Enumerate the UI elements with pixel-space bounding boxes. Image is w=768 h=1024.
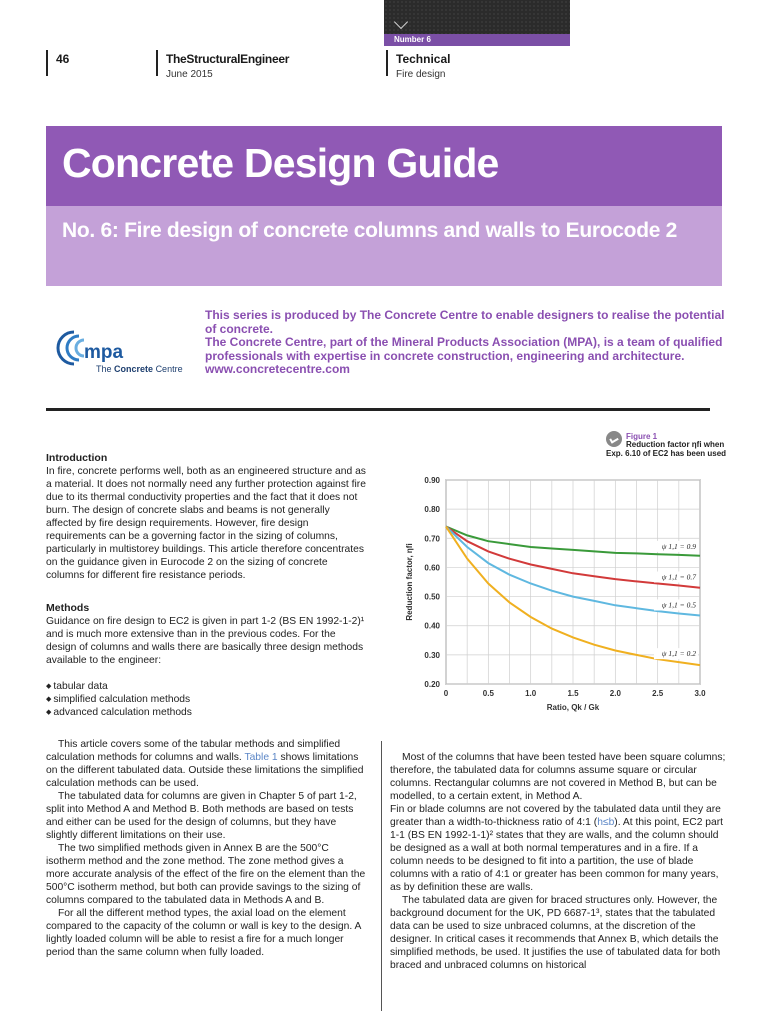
issue-number-strip: Number 6 xyxy=(384,34,570,46)
reduction-factor-chart xyxy=(400,466,720,716)
y-tick-label: 0.70 xyxy=(424,534,440,544)
y-tick-label: 0.80 xyxy=(424,505,440,515)
table-1-link[interactable]: Table 1 xyxy=(244,752,278,763)
body-paragraph: The tabulated data are given for braced structures only. However, the background document for the UK, PD 6687-1³, states that the tabulated data can be used to size unbraced columns, at the discretion of the designer. In critical cases it recommends that Annex B, which details the simplified methods, be used. It justifies the use of tabulated data for both braced and unbraced columns on historical xyxy=(390,895,721,971)
logo-brand: mpa xyxy=(84,342,124,363)
section-divider xyxy=(46,408,710,411)
introduction-heading: Introduction xyxy=(46,452,108,464)
body-paragraph: The two simplified methods given in Annex B are the 500°C isotherm method and the zone method. The zone method gives a more accurate analysis of the effect of the fire on the element than the 500°C isotherm method, but both can provide savings to the sizing of columns compared to the tabulated data in Methods A and B. xyxy=(46,843,366,906)
list-item: ◆ simplified calculation methods xyxy=(46,693,366,706)
series-url-link[interactable]: www.concretecentre.com xyxy=(205,362,350,376)
x-tick-label: 3.0 xyxy=(694,689,706,698)
series-label: ψ 1,1 = 0.2 xyxy=(661,649,696,659)
y-tick-label: 0.30 xyxy=(424,650,440,660)
series-intro xyxy=(205,309,725,377)
x-tick-label: 1.0 xyxy=(525,689,537,698)
magazine-name: TheStructuralEngineer xyxy=(166,52,290,66)
x-tick-label: 0 xyxy=(443,689,449,698)
figure-label: Figure 1 xyxy=(626,432,658,441)
column-divider xyxy=(381,741,382,1011)
series-label: ψ 1,1 = 0.5 xyxy=(661,600,696,610)
subtitle-banner xyxy=(46,206,722,286)
y-tick-label: 0.60 xyxy=(424,563,440,573)
series-intro-p1: This series is produced by The Concrete Centre to enable designers to realise the potential of concrete. xyxy=(205,308,725,336)
x-tick-label: 1.5 xyxy=(567,689,579,698)
series-label: ψ 1,1 = 0.9 xyxy=(661,541,696,551)
series-intro-p2: The Concrete Centre, part of the Mineral Products Association (MPA), is a team of qualified professionals with expertise in concrete construction, engineering and architecture. xyxy=(205,335,723,363)
ratio-link[interactable]: h≤b xyxy=(597,817,615,828)
title-banner xyxy=(46,126,722,206)
body-paragraph: This article covers some of the tabular methods and simplified calculation methods for columns and walls. Table 1 shows limitations on the different tabulated data. Outside these limitations the simplified calculation methods can be used. xyxy=(46,739,364,789)
header-divider xyxy=(46,50,48,76)
body-right-column xyxy=(390,751,726,972)
y-tick-label: 0.50 xyxy=(424,592,440,602)
list-item: ◆ advanced calculation methods xyxy=(46,706,366,719)
y-tick-label: 0.40 xyxy=(424,621,440,631)
body-paragraph: The tabulated data for columns are given in Chapter 5 of part 1-2, split into Method A and Method B. Both methods are based on tests and either can be used for the design of columns, but they have slightly different limitations on their use. xyxy=(46,791,357,841)
figure-title-line2: Exp. 6.10 of EC2 has been used xyxy=(606,449,727,458)
page-title: Concrete Design Guide xyxy=(62,140,499,186)
list-item: ◆ tabular data xyxy=(46,680,366,693)
header-divider xyxy=(156,50,158,76)
methods-text: Guidance on fire design to EC2 is given in part 1-2 (BS EN 1992-1-2)¹ and is much more extensive than in the previous codes. For the design of columns and walls there are basically three design methods available to the engineer: xyxy=(46,616,365,666)
page-number: 46 xyxy=(56,52,70,66)
body-paragraph: Most of the columns that have been tested have been square columns; therefore, the tabulated data for columns assume square or circular columns. Rectangular columns are not covered in Method B, but can be modelled, to a certain extent, in Method A. xyxy=(390,752,726,802)
section-title: Technical xyxy=(396,52,451,66)
header-tab xyxy=(384,0,570,34)
x-tick-label: 2.5 xyxy=(652,689,664,698)
introduction-section xyxy=(46,452,366,582)
y-tick-label: 0.90 xyxy=(424,476,440,485)
mpa-logo xyxy=(52,328,192,378)
subsection-title: Fire design xyxy=(396,69,446,80)
y-tick-label: 0.20 xyxy=(424,680,440,689)
chevron-down-icon[interactable] xyxy=(394,15,408,29)
methods-heading: Methods xyxy=(46,602,90,614)
x-tick-label: 2.0 xyxy=(609,689,621,698)
page-subtitle: No. 6: Fire design of concrete columns and walls to Eurocode 2 xyxy=(62,219,678,242)
issue-date: June 2015 xyxy=(166,69,213,80)
header-divider xyxy=(386,50,388,76)
body-paragraph: Fin or blade columns are not covered by the tabulated data until they are greater than a width-to-thickness ratio of 4:1 (h≤b). At this point, EC2 part 1-1 (BS EN 1992-1-1)² states that they are walls, and the column should be designed as a wall at both normal temperatures and in a fire. If a column needs to be designed to fit into a partition, the use of blade columns with a ratio of 4:1 or greater has been common for many years, as by definition these are walls. xyxy=(390,804,724,893)
figure-title-line1: Reduction factor ηfi when xyxy=(626,440,725,449)
x-tick-label: 0.5 xyxy=(482,689,494,698)
body-paragraph: For all the different method types, the axial load on the element compared to the capacity of the column or wall is key to the design. A lightly loaded column will be able to resist a fire for a much longer period than the same column when fully loaded. xyxy=(46,908,361,958)
methods-section xyxy=(46,602,366,719)
y-axis-label: Reduction factor, ηfi xyxy=(405,543,414,621)
x-axis-label: Ratio, Qk / Gk xyxy=(546,703,600,712)
introduction-text: In fire, concrete performs well, both as an engineered structure and as a material. It does not normally need any further protection against fire due to its thermal conductivity properties and the fact that it does not burn. The design of concrete slabs and beams is not generally affected by fire design requirements. However, fire design requirements can be a governing factor in the sizing of columns, particularly in multistorey buildings. This article therefore concentrates on the guidance given in Eurocode 2 on the sizing of concrete columns for different fire resistance periods. xyxy=(46,466,366,581)
series-label: ψ 1,1 = 0.7 xyxy=(661,572,696,582)
body-left-column xyxy=(46,738,366,959)
logo-tagline: The Concrete Centre xyxy=(96,364,183,374)
figure-arrow-icon xyxy=(606,431,622,447)
